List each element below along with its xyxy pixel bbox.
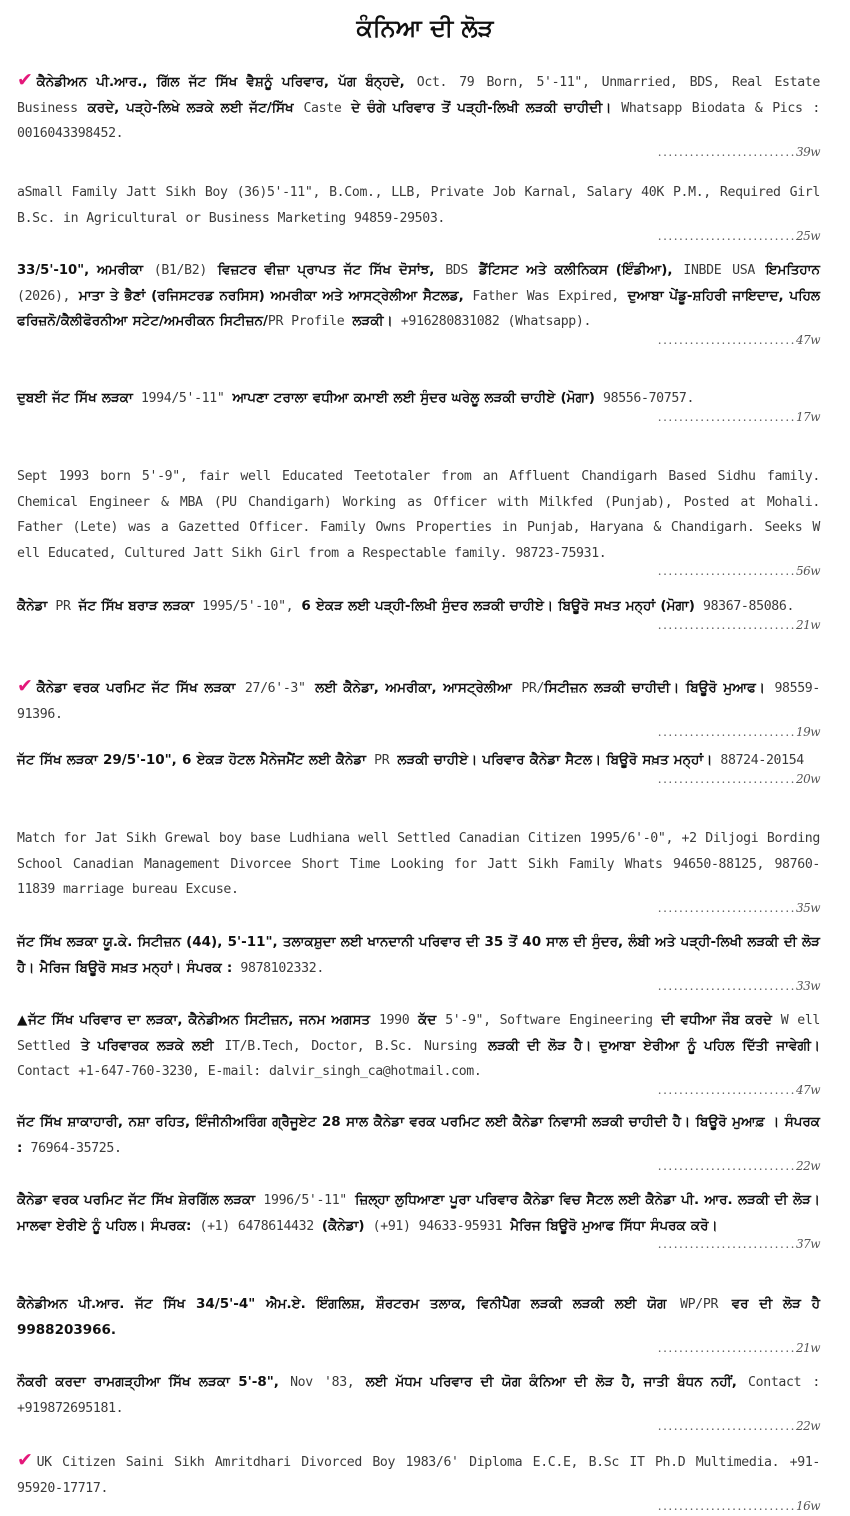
ad-code: ..........................22w: [657, 1419, 820, 1434]
ad-listing: ✔ ਕੈਨੇਡਾ ਵਰਕ ਪਰਮਿਟ ਜੱਟ ਸਿੱਖ ਲੜਕਾ 27/6'-3" ਲਈ ਕੈਨੇਡਾ, ਅਮਰੀਕਾ, ਆਸਟ੍ਰੇਲੀਆ PR/ਸਿਟੀਜ਼ਨ ਲੜਕੀ ਚਾਹੀਦੀ। ਬਿਊਰੋ ਮੁਆਫ। 98559-91396. ..........................19w: [17, 675, 820, 740]
check-icon: ✔: [17, 1449, 33, 1471]
ad-listing: aSmall Family Jatt Sikh Boy (36)5'-11", B.Com., LLB, Private Job Karnal, Salary 40K P.M., Required Girl B.Sc. in Agricultural or Business Marketing 94859-29503. ..........................25w: [17, 185, 820, 244]
ad-listing: ਨੌਕਰੀ ਕਰਦਾ ਰਾਮਗੜ੍ਹੀਆ ਸਿੱਖ ਲੜਕਾ 5'-8", Nov '83, ਲਈ ਮੱਧਮ ਪਰਿਵਾਰ ਦੀ ਯੋਗ ਕੰਨਿਆ ਦੀ ਲੋੜ ਹੈ, ਜਾਤੀ ਬੰਧਨ ਨਹੀਂ, Contact : +919872695181. ..........................22w: [17, 1374, 820, 1434]
ad-listing: ✔ UK Citizen Saini Sikh Amritdhari Divorced Boy 1983/6' Diploma E.C.E, B.Sc IT Ph.D Multimedia. +91-95920-17717. ..........................16w: [17, 1449, 820, 1514]
ad-listing: 33/5'-10", ਅਮਰੀਕਾ (B1/B2) ਵਿਜ਼ਟਰ ਵੀਜ਼ਾ ਪ੍ਰਾਪਤ ਜੱਟ ਸਿੱਖ ਦੋਸਾਂਝ, BDS ਡੈਂਟਿਸਟ ਅਤੇ ਕਲੀਨਿਕਸ (ਇੰਡੀਆ), INBDE USA ਇਮਤਿਹਾਨ (2026), ਮਾਤਾ ਤੇ ਭੈਣਾਂ (ਰਜਿਸਟਰਡ ਨਰਸਿਸ) ਅਮਰੀਕਾ ਅਤੇ ਆਸਟ੍ਰੇਲੀਆ ਸੈਟਲਡ, Father Was Expired, ਦੁਆਬਾ ਪੇਂਡੂ-ਸ਼ਹਿਰੀ ਜਾਇਦਾਦ, ਪਹਿਲ ਫਰਿਜ਼ਨੋ/ਕੈਲੀਫੋਰਨੀਆ ਸਟੇਟ/ਅਮਰੀਕਨ ਸਿਟੀਜ਼ਨ/PR Profile ਲੜਕੀ। +916280831082 (Whatsapp). ..........................47w: [17, 262, 821, 347]
page-title: ਕੰਨਿਆ ਦੀ ਲੋੜ: [356, 14, 494, 42]
ad-listing: ਜੱਟ ਸਿੱਖ ਸ਼ਾਕਾਹਾਰੀ, ਨਸ਼ਾ ਰਹਿਤ, ਇੰਜੀਨੀਅਰਿੰਗ ਗ੍ਰੈਜੂਏਟ 28 ਸਾਲ ਕੈਨੇਡਾ ਵਰਕ ਪਰਮਿਟ ਲਈ ਕੈਨੇਡਾ ਨਿਵਾਸੀ ਲੜਕੀ ਚਾਹੀਦੀ ਹੈ। ਬਿਊਰੋ ਮੁਆਫ਼ । ਸੰਪਰਕ : 76964-35725. ..........................22w: [17, 1114, 820, 1174]
ad-listing: Sept 1993 born 5'-9", fair well Educated Teetotaler from an Affluent Chandigarh Based Sidhu family. Chemical Engineer & MBA (PU Chandigarh) Working as Officer with Milkfed (Punjab), Posted at Mohali. Father (Lete) was a Gazetted Officer. Family Owns Properties in Punjab, Haryana & Chandigarh. Seeks W ell Educated, Cultured Jatt Sikh Girl from a Respectable family. 98723-75931. ..........................56w: [17, 469, 820, 579]
ad-code: ..........................47w: [657, 1082, 820, 1097]
ad-listing: ਕੈਨੇਡਾ ਵਰਕ ਪਰਮਿਟ ਜੱਟ ਸਿੱਖ ਸ਼ੇਰਗਿੱਲ ਲੜਕਾ 1996/5'-11" ਜ਼ਿਲ੍ਹਾ ਲੁਧਿਆਣਾ ਪੂਰਾ ਪਰਿਵਾਰ ਕੈਨੇਡਾ ਵਿਚ ਸੈਟਲ ਲਈ ਕੈਨੇਡਾ ਪੀ. ਆਰ. ਲੜਕੀ ਦੀ ਲੋੜ। ਮਾਲਵਾ ਏਰੀਏ ਨੂੰ ਪਹਿਲ। ਸੰਪਰਕ: (+1) 6478614432 (ਕੈਨੇਡਾ) (+91) 94633-95931 ਮੈਰਿਜ ਬਿਊਰੋ ਮੁਆਫ ਸਿੱਧਾ ਸੰਪਰਕ ਕਰੋ। ..........................37w: [17, 1192, 820, 1252]
ad-code: ..........................39w: [657, 144, 820, 159]
ad-code: ..........................47w: [657, 332, 820, 347]
ad-code: ..........................37w: [657, 1237, 820, 1252]
ad-code: ..........................17w: [657, 409, 820, 424]
ad-code: ..........................25w: [657, 229, 820, 244]
ad-listing: ▲ਜੱਟ ਸਿੱਖ ਪਰਿਵਾਰ ਦਾ ਲੜਕਾ, ਕੈਨੇਡੀਅਨ ਸਿਟੀਜ਼ਨ, ਜਨਮ ਅਗਸਤ 1990 ਕੱਦ 5'-9", Software Engineering ਦੀ ਵਧੀਆ ਜੌਬ ਕਰਦੇ W ell Settled ਤੇ ਪਰਿਵਾਰਕ ਲੜਕੇ ਲਈ IT/B.Tech, Doctor, B.Sc. Nursing ਲੜਕੀ ਦੀ ਲੋੜ ਹੈ। ਦੁਆਬਾ ਏਰੀਆ ਨੂੰ ਪਹਿਲ ਦਿੱਤੀ ਜਾਵੇਗੀ। Contact +1-647-760-3230, E-mail: dalvir_singh_ca@hotmail.com. ..........................47w: [17, 1012, 821, 1097]
ad-code: ..........................33w: [657, 979, 820, 994]
ad-code: ..........................56w: [657, 564, 820, 579]
ad-code: ..........................16w: [657, 1499, 820, 1514]
ad-listing: ਜੱਟ ਸਿੱਖ ਲੜਕਾ ਯੂ.ਕੇ. ਸਿਟੀਜ਼ਨ (44), 5'-11", ਤਲਾਕਸ਼ੁਦਾ ਲਈ ਖਾਨਦਾਨੀ ਪਰਿਵਾਰ ਦੀ 35 ਤੋਂ 40 ਸਾਲ ਦੀ ਸੁੰਦਰ, ਲੰਬੀ ਅਤੇ ਪੜ੍ਹੀ-ਲਿਖੀ ਲੜਕੀ ਦੀ ਲੋੜ ਹੈ। ਮੈਰਿਜ ਬਿਊਰੋ ਸਖ਼ਤ ਮਨ੍ਹਾਂ। ਸੰਪਰਕ : 9878102332. ..........................33w: [17, 934, 820, 994]
check-icon: ✔: [17, 675, 33, 697]
ad-code: ..........................21w: [657, 1341, 820, 1356]
ad-listing: ✔ ਕੈਨੇਡੀਅਨ ਪੀ.ਆਰ., ਗਿੱਲ ਜੱਟ ਸਿੱਖ ਵੈਸ਼ਨੂੰ ਪਰਿਵਾਰ, ਪੱਗ ਬੰਨ੍ਹਦੇ, Oct. 79 Born, 5'-11", Unmarried, BDS, Real Estate Business ਕਰਦੇ, ਪੜ੍ਹੇ-ਲਿਖੇ ਲੜਕੇ ਲਈ ਜੱਟ/ਸਿੱਖ Caste ਦੇ ਚੰਗੇ ਪਰਿਵਾਰ ਤੋਂ ਪੜ੍ਹੀ-ਲਿਖੀ ਲੜਕੀ ਚਾਹੀਦੀ। Whatsapp Biodata & Pics : 0016043398452. ..........................39w: [17, 69, 821, 159]
ad-code: ..........................21w: [657, 617, 820, 632]
ad-code: ..........................20w: [657, 771, 820, 786]
ad-listing: ਦੁਬਈ ਜੱਟ ਸਿੱਖ ਲੜਕਾ 1994/5'-11" ਆਪਣਾ ਟਰਾਲਾ ਵਧੀਆ ਕਮਾਈ ਲਈ ਸੁੰਦਰ ਘਰੇਲੂ ਲੜਕੀ ਚਾਹੀਏ (ਮੋਗਾ) 98556-70757. ..........................17w: [17, 390, 820, 424]
ad-code: ..........................19w: [657, 725, 820, 740]
ad-listing: ਕੈਨੇਡਾ PR ਜੱਟ ਸਿੱਖ ਬਰਾੜ ਲੜਕਾ 1995/5'-10", 6 ਏਕੜ ਲਈ ਪੜ੍ਹੀ-ਲਿਖੀ ਸੁੰਦਰ ਲੜਕੀ ਚਾਹੀਏ। ਬਿਊਰੋ ਸਖਤ ਮਨ੍ਹਾਂ (ਮੋਗਾ) 98367-85086. ..........................21w: [17, 598, 820, 632]
ad-code: ..........................22w: [657, 1159, 820, 1174]
ad-listing: ਕੈਨੇਡੀਅਨ ਪੀ.ਆਰ. ਜੱਟ ਸਿੱਖ 34/5'-4" ਐਮ.ਏ. ਇੰਗਲਿਸ਼, ਸ਼ੌਰਟਰਮ ਤਲਾਕ, ਵਿਨੀਪੈਗ ਲੜਕੀ ਲੜਕੀ ਲਈ ਯੋਗ WP/PR ਵਰ ਦੀ ਲੋੜ ਹੈ 9988203966. ..........................21w: [17, 1296, 820, 1356]
ad-code: ..........................35w: [657, 900, 820, 915]
ad-listing: Match for Jat Sikh Grewal boy base Ludhiana well Settled Canadian Citizen 1995/6'-0", +2 Diljogi Bording School Canadian Management Divorcee Short Time Looking for Jatt Sikh Family Whats 94650-88125, 98760-11839 marriage bureau Excuse. ..........................35w: [17, 831, 820, 915]
check-icon: ✔: [17, 69, 33, 91]
ad-listing: ਜੱਟ ਸਿੱਖ ਲੜਕਾ 29/5'-10", 6 ਏਕੜ ਹੋਟਲ ਮੈਨੇਜਮੈਂਟ ਲਈ ਕੈਨੇਡਾ PR ਲੜਕੀ ਚਾਹੀਏ। ਪਰਿਵਾਰ ਕੈਨੇਡਾ ਸੈਟਲ। ਬਿਊਰੋ ਸਖ਼ਤ ਮਨ੍ਹਾਂ। 88724-20154 ..........................20w: [17, 752, 820, 786]
